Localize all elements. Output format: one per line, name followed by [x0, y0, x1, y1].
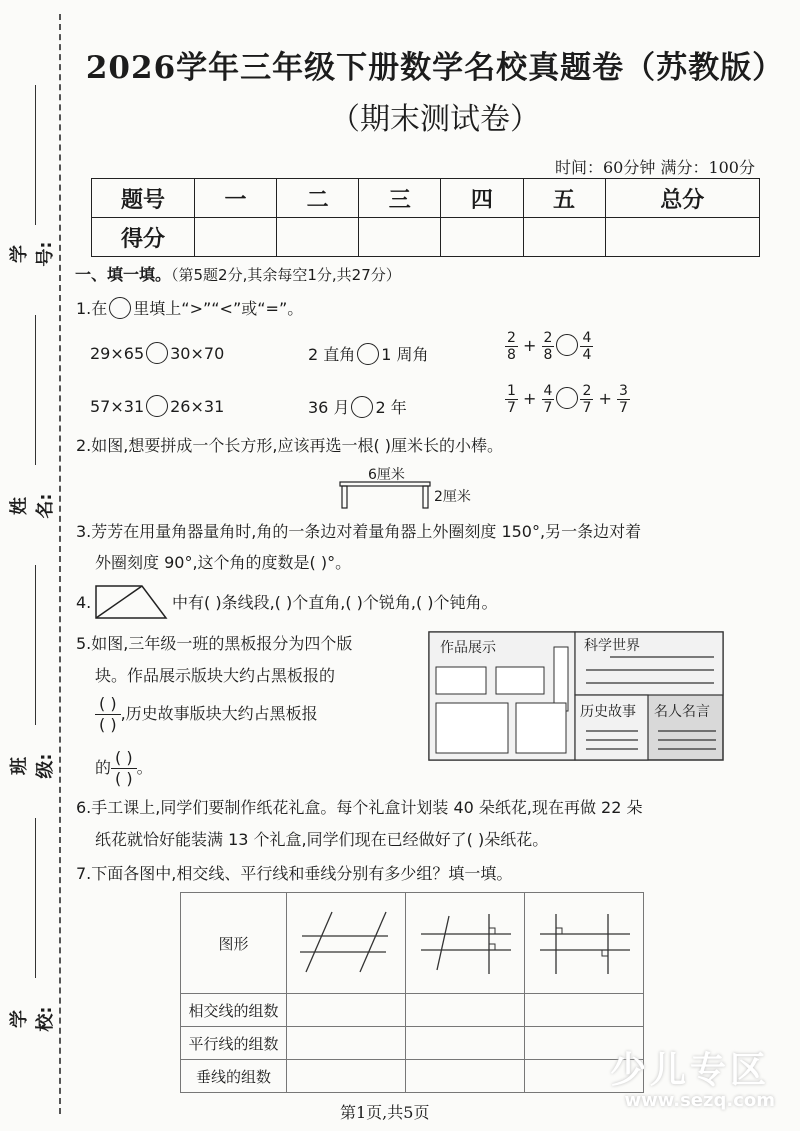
numerator: 4: [543, 383, 553, 399]
row-label: 相交线的组数: [181, 994, 287, 1027]
stick-side-label: 2厘米: [434, 489, 471, 505]
fraction: [542, 383, 555, 416]
question-text: 如图,三年级一班的黑板报分为四个版: [91, 634, 353, 653]
compare-left: 57×31: [90, 397, 145, 416]
page-footer: 第1页,共5页: [340, 1103, 430, 1122]
fraction: [580, 383, 593, 416]
circle-symbol: [109, 297, 131, 319]
name-blank: [35, 315, 36, 465]
question-6: [76, 798, 643, 818]
watermark-url: www.sezq.com: [624, 1090, 775, 1111]
fraction-compare-1: [505, 330, 593, 363]
trapezoid-figure: [94, 584, 170, 620]
score-header-cell: 一: [195, 179, 277, 218]
question-number: 2.: [76, 436, 92, 455]
answer-cell[interactable]: [406, 1027, 525, 1060]
question-text: 下面各图中,相交线、平行线和垂线分别有多少组？填一填。: [91, 864, 513, 883]
fraction-compare-2: [505, 383, 630, 416]
numerator: 4: [582, 330, 592, 346]
question-number: 1.: [76, 299, 92, 318]
compare-left: 36 月: [308, 398, 350, 417]
score-table-header-row: [92, 179, 760, 218]
table-row: [181, 994, 644, 1027]
question-4-text: 中有( )条线段,( )个直角,( )个锐角,( )个钝角。: [172, 593, 498, 612]
cut-line: [59, 14, 61, 1114]
denominator-blank: ( ): [115, 769, 133, 788]
score-header-cell: 题号: [92, 179, 195, 218]
question-number: 6.: [76, 798, 92, 817]
blank-fraction[interactable]: [95, 694, 121, 735]
denominator: 8: [507, 347, 516, 363]
question-5-line3: [95, 694, 318, 735]
score-cell[interactable]: [441, 218, 523, 257]
numerator: 3: [618, 383, 628, 399]
score-cell[interactable]: [523, 218, 605, 257]
fraction: [542, 330, 555, 363]
question-text: ,历史故事版块大约占黑板报: [120, 704, 318, 723]
question-7: [76, 864, 512, 884]
figure-mixed-lines: [407, 894, 523, 988]
question-5-line2: 块。作品展示版块大约占黑板报的: [95, 666, 336, 685]
compare-right: 1 周角: [381, 345, 429, 364]
time-info: 时间：60分钟 满分：100分: [555, 158, 755, 177]
denominator: 7: [543, 400, 553, 416]
score-table: [91, 178, 760, 257]
question-5-line4: [95, 748, 153, 789]
compare-item: [90, 342, 224, 364]
operator: +: [523, 389, 537, 408]
answer-circle[interactable]: [146, 395, 168, 417]
answer-cell[interactable]: [287, 1060, 406, 1093]
block-works-label: 作品展示: [440, 640, 496, 656]
row-label: 平行线的组数: [181, 1027, 287, 1060]
fraction: [617, 383, 630, 416]
question-text: 如图,想要拼成一个长方形,应该再选一根( )厘米长的小棒。: [91, 436, 504, 455]
sticks-diagram: [338, 470, 498, 510]
school-blank: [35, 818, 36, 978]
score-header-cell: 五: [523, 179, 605, 218]
q1-text-a: 在: [91, 299, 108, 318]
section-title: 一、填一填。: [75, 265, 172, 284]
score-table-row: [92, 218, 760, 257]
numerator-blank: ( ): [111, 748, 137, 769]
lines-table: [180, 892, 644, 1093]
score-cell[interactable]: [277, 218, 359, 257]
question-text: 。: [136, 758, 153, 777]
compare-item: [308, 342, 429, 365]
question-text: 芳芳在用量角器量角时,角的一条边对着量角器上外圈刻度 150°,另一条边对着: [91, 522, 642, 541]
question-number: 3.: [76, 522, 92, 541]
figure-row: [181, 893, 644, 994]
school-label: 学校:: [9, 1006, 56, 1032]
question-4-number: 4.: [76, 593, 92, 612]
denominator: 8: [543, 347, 553, 363]
numerator: 2: [543, 330, 553, 346]
fraction: [505, 330, 518, 363]
section-note: （第5题2分,其余每空1分,共27分）: [171, 266, 401, 284]
compare-right: 30×70: [170, 344, 225, 363]
class-label: 班级:: [9, 753, 56, 779]
compare-item: [90, 395, 224, 417]
denominator: 7: [507, 400, 516, 416]
compare-item: [308, 395, 407, 418]
answer-cell[interactable]: [287, 994, 406, 1027]
binding-margin: [0, 0, 62, 1131]
question-3-line2: 外圈刻度 90°,这个角的度数是( )°。: [95, 553, 352, 572]
section-heading: [75, 262, 401, 285]
numerator-blank: ( ): [95, 694, 121, 715]
score-cell[interactable]: [195, 218, 277, 257]
student-id-label: 学号:: [9, 241, 56, 267]
answer-circle[interactable]: [357, 343, 379, 365]
question-number: 7.: [76, 864, 92, 883]
question-1-stem: [76, 297, 303, 319]
compare-left: 2 直角: [308, 345, 356, 364]
question-text: 的: [95, 758, 112, 777]
answer-cell[interactable]: [525, 994, 644, 1027]
answer-cell[interactable]: [406, 1060, 525, 1093]
numerator: 1: [507, 383, 516, 399]
blank-fraction[interactable]: [111, 748, 137, 789]
question-5: [76, 634, 352, 654]
figure-cell: [525, 893, 644, 994]
score-row-label: 得分: [92, 218, 195, 257]
score-header-cell: 总分: [605, 179, 759, 218]
score-header-cell: 二: [277, 179, 359, 218]
figure-cell: [287, 893, 406, 994]
sticks-figure: [338, 467, 498, 510]
name-label: 姓名:: [9, 493, 56, 519]
score-header-cell: 四: [441, 179, 523, 218]
row-label: 垂线的组数: [181, 1060, 287, 1093]
fraction: [505, 383, 518, 416]
operator: +: [598, 389, 612, 408]
numerator: 2: [582, 383, 592, 399]
denominator: 4: [582, 347, 592, 363]
compare-left: 29×65: [90, 344, 145, 363]
answer-cell[interactable]: [406, 994, 525, 1027]
question-number: 5.: [76, 634, 92, 653]
question-6-line2: 纸花就恰好能装满 13 个礼盒,同学们现在已经做好了( )朵纸花。: [95, 830, 549, 849]
q1-text-b: 里填上“>”“<”或“=”。: [133, 299, 304, 318]
class-blank: [35, 565, 36, 725]
blackboard-figure: [428, 631, 724, 761]
student-id-blank: [35, 85, 36, 225]
operator: +: [523, 336, 537, 355]
table-row: [181, 1060, 644, 1093]
answer-cell[interactable]: [287, 1027, 406, 1060]
row-label: 图形: [181, 893, 287, 994]
block-science-label: 科学世界: [584, 638, 640, 654]
page-subtitle: （期末测试卷）: [330, 102, 540, 137]
question-2: [76, 436, 503, 456]
page-title: 2026学年三年级下册数学名校真题卷（苏教版）: [85, 50, 785, 86]
score-cell[interactable]: [605, 218, 759, 257]
denominator: 7: [582, 400, 592, 416]
stick-top-label: 6厘米: [368, 467, 405, 483]
figure-intersecting-parallel: [288, 894, 404, 988]
numerator: 2: [507, 330, 516, 346]
figure-cell: [406, 893, 525, 994]
block-quotes-label: 名人名言: [654, 704, 710, 720]
denominator-blank: ( ): [99, 715, 117, 734]
answer-circle[interactable]: [146, 342, 168, 364]
question-text: 手工课上,同学们要制作纸花礼盒。每个礼盒计划装 40 朵纸花,现在再做 22 朵: [91, 798, 643, 817]
compare-right: 2 年: [375, 398, 407, 417]
table-row: [181, 1027, 644, 1060]
answer-circle[interactable]: [556, 387, 578, 409]
watermark-brand: 少儿专区: [609, 1050, 770, 1091]
compare-right: 26×31: [170, 397, 225, 416]
answer-circle[interactable]: [556, 334, 578, 356]
block-history-label: 历史故事: [580, 704, 636, 720]
answer-circle[interactable]: [351, 396, 373, 418]
figure-perpendicular-lines: [526, 894, 642, 988]
score-cell[interactable]: [359, 218, 441, 257]
question-3: [76, 522, 641, 542]
score-header-cell: 三: [359, 179, 441, 218]
denominator: 7: [618, 400, 628, 416]
fraction: [580, 330, 593, 363]
